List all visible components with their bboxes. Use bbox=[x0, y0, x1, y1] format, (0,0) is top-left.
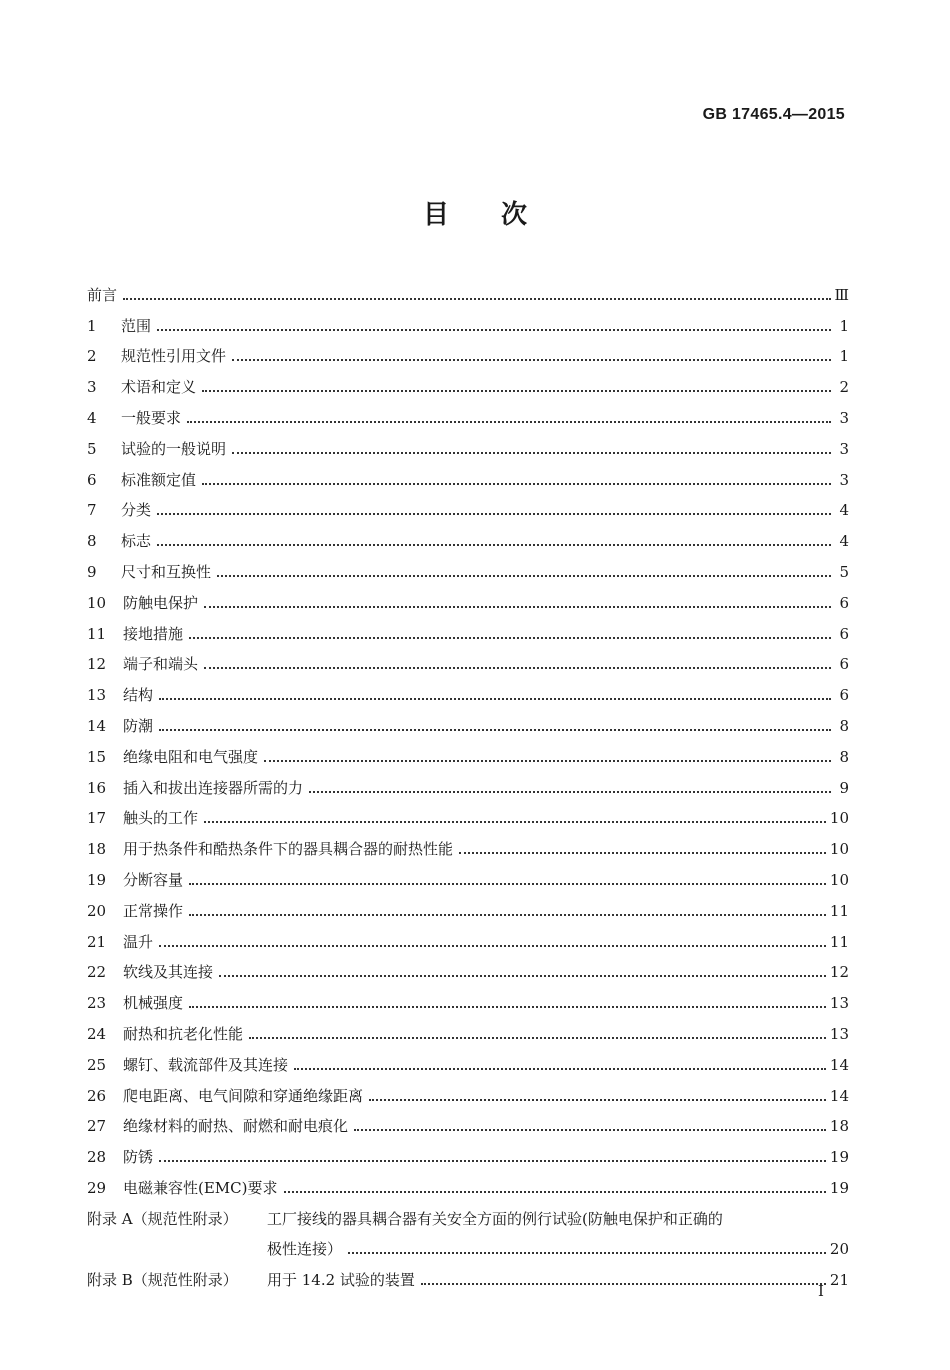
toc-entry-page: 4 bbox=[839, 532, 849, 551]
dot-leader bbox=[202, 390, 831, 392]
toc-entry-number: 10 bbox=[87, 593, 107, 612]
toc-entry[interactable] bbox=[87, 674, 849, 705]
toc-entry-number: 29 bbox=[87, 1178, 107, 1197]
dot-leader bbox=[294, 1068, 826, 1070]
toc-entry-number: 13 bbox=[87, 686, 107, 705]
toc-entry-page: 5 bbox=[839, 562, 849, 581]
toc-entry-title: 正常操作 bbox=[123, 901, 184, 920]
toc-entry[interactable] bbox=[87, 428, 849, 459]
toc-entry-page: 10 bbox=[829, 840, 849, 859]
toc-entry[interactable] bbox=[87, 582, 849, 613]
toc-entry-number: 6 bbox=[87, 470, 97, 489]
toc-entry[interactable] bbox=[87, 798, 849, 829]
toc-entry-title: 尺寸和互换性 bbox=[121, 562, 212, 581]
dot-leader bbox=[157, 544, 831, 546]
dot-leader bbox=[264, 760, 831, 762]
annex-title-line2: 极性连接） bbox=[267, 1239, 343, 1258]
dot-leader bbox=[204, 667, 831, 669]
toc-entry-page: 10 bbox=[829, 870, 849, 889]
annex-page: 21 bbox=[829, 1270, 849, 1289]
toc-entry[interactable] bbox=[87, 859, 849, 890]
toc-entry-title: 防锈 bbox=[123, 1148, 154, 1167]
toc-entry-page: 3 bbox=[839, 470, 849, 489]
toc-entry-number: 19 bbox=[87, 870, 107, 889]
toc-entry-title: 试验的一般说明 bbox=[121, 439, 227, 458]
toc-entry-title: 螺钉、载流部件及其连接 bbox=[123, 1055, 289, 1074]
toc-entry[interactable] bbox=[87, 520, 849, 551]
dot-leader bbox=[219, 975, 826, 977]
toc-entry-number: 7 bbox=[87, 501, 97, 520]
toc-entry-number: 26 bbox=[87, 1086, 107, 1105]
toc-entry-number: 9 bbox=[87, 562, 97, 581]
toc-entry-title: 电磁兼容性(EMC)要求 bbox=[123, 1178, 278, 1197]
toc-entry-number: 16 bbox=[87, 778, 107, 797]
toc-entry[interactable] bbox=[87, 982, 849, 1013]
toc-entry-page: 9 bbox=[839, 778, 849, 797]
toc-entry[interactable] bbox=[87, 1106, 849, 1137]
toc-entry-number: 23 bbox=[87, 994, 107, 1013]
toc-entry-number: 17 bbox=[87, 809, 107, 828]
toc-entry-page: 6 bbox=[839, 593, 849, 612]
toc-entry-title: 端子和端头 bbox=[123, 655, 199, 674]
toc-entry[interactable] bbox=[87, 551, 849, 582]
toc-entry-number: 12 bbox=[87, 655, 107, 674]
toc-entry-page: 10 bbox=[829, 809, 849, 828]
toc-entry-title: 软线及其连接 bbox=[123, 963, 214, 982]
annex-page: 20 bbox=[829, 1239, 849, 1258]
toc-entry-number: 27 bbox=[87, 1117, 107, 1136]
toc-entry-number: 14 bbox=[87, 716, 107, 735]
toc-entry[interactable] bbox=[87, 613, 849, 644]
dot-leader bbox=[159, 729, 831, 731]
toc-entry[interactable] bbox=[87, 459, 849, 490]
toc-entry-title: 用于热条件和酷热条件下的器具耦合器的耐热性能 bbox=[123, 840, 454, 859]
dot-leader bbox=[204, 606, 831, 608]
table-of-contents bbox=[87, 274, 849, 1290]
dot-leader bbox=[123, 298, 831, 300]
toc-annex-entry[interactable] bbox=[87, 1270, 849, 1290]
toc-entry-number: 20 bbox=[87, 901, 107, 920]
toc-entry-title: 范围 bbox=[121, 316, 152, 335]
dot-leader bbox=[189, 883, 826, 885]
toc-entry-number: 22 bbox=[87, 963, 107, 982]
toc-entry[interactable] bbox=[87, 366, 849, 397]
toc-entry-page: 14 bbox=[829, 1055, 849, 1074]
toc-entry-number: 28 bbox=[87, 1148, 107, 1167]
toc-entry-number: 8 bbox=[87, 532, 97, 551]
toc-entry-number: 11 bbox=[87, 624, 107, 643]
toc-entry-page: 1 bbox=[839, 347, 849, 366]
dot-leader bbox=[369, 1099, 826, 1101]
toc-entry[interactable] bbox=[87, 336, 849, 367]
dot-leader bbox=[189, 914, 826, 916]
toc-entry[interactable] bbox=[87, 1075, 849, 1106]
toc-annex-entry[interactable] bbox=[87, 1209, 849, 1259]
toc-entry-title: 触头的工作 bbox=[123, 809, 199, 828]
dot-leader bbox=[309, 791, 831, 793]
toc-entry-title: 爬电距离、电气间隙和穿通绝缘距离 bbox=[123, 1086, 364, 1105]
toc-entry-page: Ⅲ bbox=[834, 285, 849, 304]
toc-entry-number: 1 bbox=[87, 316, 97, 335]
toc-entry[interactable] bbox=[87, 921, 849, 952]
dot-leader bbox=[232, 359, 831, 361]
toc-entry[interactable] bbox=[87, 952, 849, 983]
toc-entry-title: 防潮 bbox=[123, 716, 154, 735]
toc-entry-title: 标志 bbox=[121, 532, 152, 551]
dot-leader bbox=[159, 698, 831, 700]
toc-entry-title: 术语和定义 bbox=[121, 378, 197, 397]
toc-entry-page: 14 bbox=[829, 1086, 849, 1105]
page-number: I bbox=[818, 1282, 824, 1300]
toc-entry-title: 插入和拔出连接器所需的力 bbox=[123, 778, 304, 797]
toc-entry-page: 3 bbox=[839, 408, 849, 427]
toc-entry-number: 3 bbox=[87, 378, 97, 397]
toc-entry[interactable] bbox=[87, 736, 849, 767]
toc-entry-number: 4 bbox=[87, 408, 97, 427]
toc-entry[interactable] bbox=[87, 490, 849, 521]
toc-entry-title: 防触电保护 bbox=[123, 593, 199, 612]
toc-entry-title: 耐热和抗老化性能 bbox=[123, 1024, 244, 1043]
dot-leader bbox=[459, 852, 826, 854]
toc-entry[interactable] bbox=[87, 828, 849, 859]
toc-entry-title: 规范性引用文件 bbox=[121, 347, 227, 366]
dot-leader bbox=[159, 1160, 826, 1162]
toc-entry-title: 标准额定值 bbox=[121, 470, 197, 489]
toc-entry[interactable] bbox=[87, 1044, 849, 1075]
toc-entry-title: 结构 bbox=[123, 686, 154, 705]
toc-entry-page: 2 bbox=[839, 378, 849, 397]
toc-entry-page: 6 bbox=[839, 655, 849, 674]
toc-entry-number: 2 bbox=[87, 347, 97, 366]
toc-entry-title: 一般要求 bbox=[121, 408, 182, 427]
toc-entry-title: 分断容量 bbox=[123, 870, 184, 889]
toc-entry-page: 18 bbox=[829, 1117, 849, 1136]
toc-entry-title: 接地措施 bbox=[123, 624, 184, 643]
toc-entry-title: 绝缘电阻和电气强度 bbox=[123, 747, 259, 766]
dot-leader bbox=[159, 945, 826, 947]
toc-entry-title: 前言 bbox=[87, 285, 118, 304]
annex-code: 附录 B（规范性附录） bbox=[87, 1270, 238, 1289]
toc-entry-page: 11 bbox=[829, 901, 849, 920]
toc-entry[interactable] bbox=[87, 305, 849, 336]
dot-leader bbox=[189, 637, 831, 639]
dot-leader bbox=[348, 1252, 826, 1254]
toc-entry[interactable] bbox=[87, 767, 849, 798]
toc-entry-title: 分类 bbox=[121, 501, 152, 520]
dot-leader bbox=[421, 1283, 826, 1285]
dot-leader bbox=[187, 421, 831, 423]
dot-leader bbox=[189, 1006, 826, 1008]
toc-entry[interactable] bbox=[87, 1013, 849, 1044]
toc-entry-page: 19 bbox=[829, 1148, 849, 1167]
toc-entry[interactable] bbox=[87, 705, 849, 736]
toc-entry-page: 8 bbox=[839, 747, 849, 766]
toc-entry-page: 3 bbox=[839, 439, 849, 458]
dot-leader bbox=[157, 329, 831, 331]
toc-entry-page: 8 bbox=[839, 716, 849, 735]
annex-title-line1: 用于 14.2 试验的装置 bbox=[267, 1270, 415, 1289]
annex-title-line1: 工厂接线的器具耦合器有关安全方面的例行试验(防触电保护和正确的 bbox=[267, 1209, 723, 1228]
toc-entry-page: 6 bbox=[839, 686, 849, 705]
dot-leader bbox=[249, 1037, 826, 1039]
dot-leader bbox=[284, 1191, 826, 1193]
toc-entry-title: 机械强度 bbox=[123, 994, 184, 1013]
dot-leader bbox=[204, 821, 826, 823]
toc-entry-number: 15 bbox=[87, 747, 107, 766]
toc-entry-page: 12 bbox=[829, 963, 849, 982]
dot-leader bbox=[354, 1129, 826, 1131]
toc-entry-number: 21 bbox=[87, 932, 107, 951]
dot-leader bbox=[202, 483, 831, 485]
toc-entry[interactable] bbox=[87, 1167, 849, 1198]
toc-entry[interactable] bbox=[87, 890, 849, 921]
page-title: 目 次 bbox=[422, 200, 527, 230]
toc-entry-number: 18 bbox=[87, 840, 107, 859]
toc-entry-page: 6 bbox=[839, 624, 849, 643]
dot-leader bbox=[232, 452, 831, 454]
toc-entry[interactable] bbox=[87, 644, 849, 675]
toc-entry-title: 温升 bbox=[123, 932, 154, 951]
toc-entry-number: 24 bbox=[87, 1024, 107, 1043]
dot-leader bbox=[157, 513, 831, 515]
toc-entry-page: 11 bbox=[829, 932, 849, 951]
toc-entry-title: 绝缘材料的耐热、耐燃和耐电痕化 bbox=[123, 1117, 349, 1136]
toc-entry-page: 4 bbox=[839, 501, 849, 520]
toc-entry-page: 13 bbox=[829, 1024, 849, 1043]
dot-leader bbox=[217, 575, 831, 577]
standard-code: GB 17465.4—2015 bbox=[702, 106, 845, 123]
toc-entry-number: 5 bbox=[87, 439, 97, 458]
toc-entry[interactable] bbox=[87, 274, 849, 305]
toc-entry[interactable] bbox=[87, 1136, 849, 1167]
toc-entry-number: 25 bbox=[87, 1055, 107, 1074]
toc-entry[interactable] bbox=[87, 397, 849, 428]
toc-entry-page: 1 bbox=[839, 316, 849, 335]
annex-code: 附录 A（规范性附录） bbox=[87, 1209, 238, 1228]
toc-entry-page: 19 bbox=[829, 1178, 849, 1197]
toc-entry-page: 13 bbox=[829, 994, 849, 1013]
